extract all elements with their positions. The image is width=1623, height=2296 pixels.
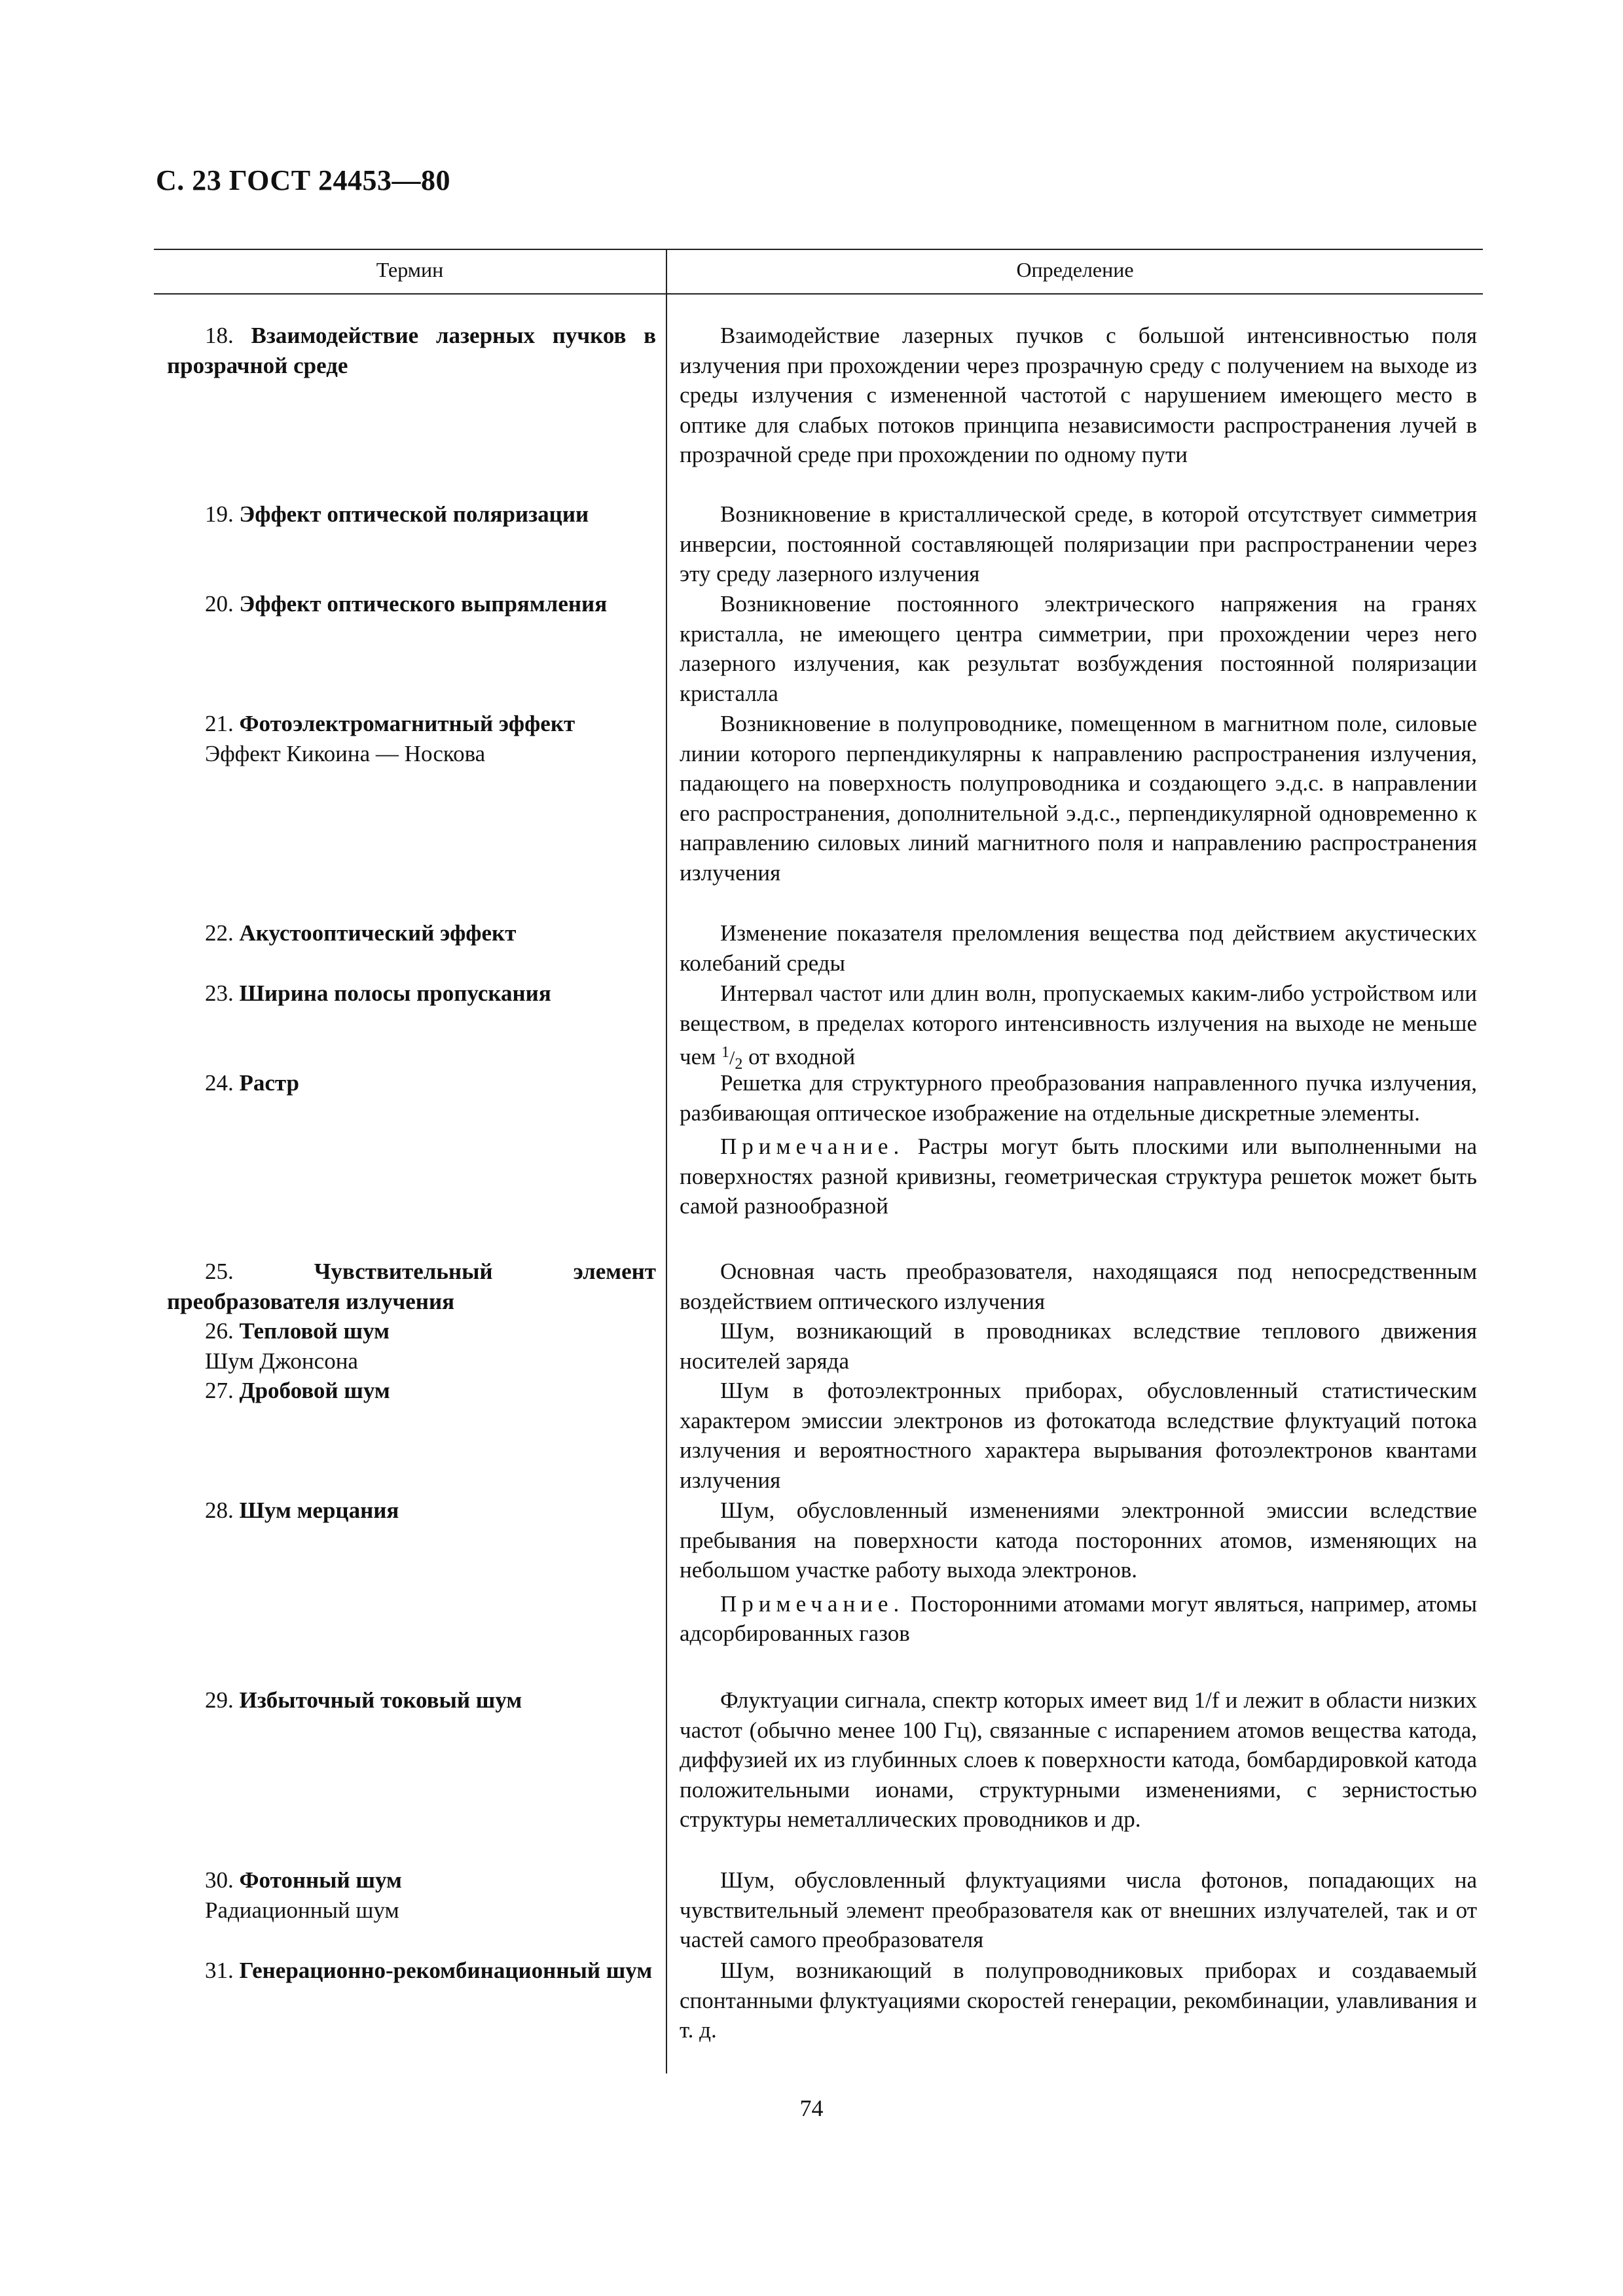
definition-text: Возникновение в полупроводнике, помещенном в магнитном поле, силовые линии которого перпендикулярны к направлению распространения излучения, падающего на поверхность полупроводника и создающего э.д.с. в направлении его распространения, дополнительной э.д.с., перпендикулярной одновременно к направлению силовых линий магнитного поля и направлению распространения излучения (680, 711, 1477, 886)
fraction-one-half: $^1/_2$ (721, 1044, 743, 1073)
term-cell (167, 1685, 656, 1715)
term-number: 27. (205, 1378, 234, 1403)
definition-cell (680, 1376, 1477, 1495)
term-name: Эффект оптической поляризации (239, 501, 589, 527)
definition-text: Шум, обусловленный флуктуациями числа фотонов, попадающих на чувствительный элемент преобразователя как от внешних излучателей, так и от частей самого преобразователя (680, 1867, 1477, 1953)
term-cell (167, 709, 656, 768)
definition-cell (680, 321, 1477, 470)
term-number: 31. (205, 1958, 234, 1983)
definition-note (680, 1589, 1477, 1649)
term-number: 25. (205, 1259, 234, 1284)
definition-cell (680, 1496, 1477, 1649)
term-number: 22. (205, 920, 234, 946)
term-cell (167, 1068, 656, 1098)
definition-tail: от входной (748, 1044, 856, 1070)
term-name: Избыточный токовый шум (239, 1687, 522, 1713)
definition-text: Возникновение в кристаллической среде, в которой отсутствует симметрия инверсии, постоянной составляющей поляризации при распространении через эту среду лазерного излучения (680, 501, 1477, 587)
definition-cell (680, 709, 1477, 888)
term-cell (167, 1496, 656, 1526)
definition-text: Основная часть преобразователя, находящаяся под непосредственным воздействием оптического излучения (680, 1259, 1477, 1314)
term-number: 21. (205, 711, 234, 736)
term-cell (167, 321, 656, 380)
term-cell (167, 918, 656, 948)
term-synonym: Эффект Кикоина — Носкова (205, 740, 486, 766)
page-header: С. 23 ГОСТ 24453—80 (156, 164, 451, 196)
term-number: 23. (205, 980, 234, 1006)
definition-text: Решетка для структурного преобразования направленного пучка излучения, разбивающая оптическое изображение на отдельные дискретные элементы. (680, 1070, 1477, 1126)
term-name: Эффект оптического выпрямления (239, 591, 608, 617)
definition-text: Возникновение постоянного электрического напряжения на гранях кристалла, не имеющего центра симметрии, при прохождении через него лазерного излучения, как результат возбуждения постоянной поляризации кристалла (680, 591, 1477, 706)
term-number: 29. (205, 1687, 234, 1713)
term-name: Растр (239, 1070, 299, 1096)
definition-cell (680, 918, 1477, 978)
definition-cell (680, 499, 1477, 589)
term-name: Шум мерцания (239, 1498, 399, 1523)
term-number: 30. (205, 1867, 234, 1893)
column-divider (666, 249, 667, 2073)
term-cell (167, 1865, 656, 1925)
term-name: Фотонный шум (239, 1867, 402, 1893)
term-cell (167, 978, 656, 1009)
term-name: Взаимодействие лазерных пучков в прозрачной среде (167, 323, 657, 378)
definition-text: Шум, возникающий в проводниках вследствие теплового движения носителей заряда (680, 1318, 1477, 1374)
term-cell (167, 1956, 656, 1986)
term-name: Акустооптический эффект (239, 920, 517, 946)
definition-text: Шум в фотоэлектронных приборах, обусловленный статистическим характером эмиссии электронов из фотокатода вследствие флуктуаций потока излучения и вероятностного характера вырывания фотоэлектронов квантами излучения (680, 1378, 1477, 1493)
term-synonym: Радиационный шум (205, 1897, 399, 1923)
column-header-definition: Определение (1016, 258, 1134, 281)
definition-text: Изменение показателя преломления вещества под действием акустических колебаний среды (680, 920, 1477, 976)
note-label: Примечание. (720, 1134, 905, 1160)
term-cell (167, 1316, 656, 1376)
definition-cell (680, 1068, 1477, 1221)
definition-cell (680, 1685, 1477, 1835)
term-name: Генерационно-рекомбинационный шум (239, 1958, 653, 1983)
term-number: 28. (205, 1498, 234, 1523)
term-cell (167, 1376, 656, 1406)
column-header-term: Термин (376, 258, 444, 281)
term-name: Тепловой шум (239, 1318, 390, 1344)
table-top-rule (154, 249, 1483, 250)
definition-cell (680, 978, 1477, 1080)
definition-cell (680, 1865, 1477, 1955)
term-name: Ширина полосы пропускания (239, 980, 551, 1006)
definition-text: Шум, возникающий в полупроводниковых приборах и создаваемый спонтанными флуктуациями скоростей генерации, рекомбинации, улавливания и т. д. (680, 1958, 1477, 2043)
definition-cell (680, 1316, 1477, 1376)
term-name: Фотоэлектромагнитный эффект (239, 711, 575, 736)
note-text: Посторонними атомами могут являться, например, атомы адсорбированных газов (680, 1590, 1478, 1647)
definition-text (680, 978, 1477, 1080)
definition-cell (680, 1956, 1477, 2045)
definition-text: Взаимодействие лазерных пучков с большой интенсивностью поля излучения при прохождении через прозрачную среду с получением на выходе из среды излучения с измененной частотой с нарушением имеющего место в оптике для слабых потоков принципа независимости распространения лучей в прозрачной среде при прохождении по одному пути (680, 323, 1477, 468)
page-number: 74 (799, 2095, 824, 2121)
term-cell (167, 499, 656, 529)
definition-cell (680, 589, 1477, 708)
term-number: 26. (205, 1318, 234, 1344)
definition-text: Флуктуации сигнала, спектр которых имеет вид 1/f и лежит в области низких частот (обычно менее 100 Гц), связанные с испарением атомов вещества катода, диффузией их из глубинных слоев к поверхности катода, бомбардировкой катода положительными ионами, структурными изменениями, с зернистостью структуры неметаллических проводников и др. (680, 1687, 1477, 1833)
term-number: 20. (205, 591, 234, 617)
term-number: 24. (205, 1070, 234, 1096)
term-cell (167, 1257, 656, 1316)
term-number: 18. (205, 323, 234, 348)
table-header-rule (154, 293, 1483, 295)
note-text: Растры могут быть плоскими или выполненными на поверхностях разной кривизны, геометрическая структура решеток может быть самой разнообразной (680, 1134, 1477, 1219)
definition-main: Интервал частот или длин волн, пропускаемых каким-либо устройством или веществом, в пределах которого интенсивность излучения на выходе не меньше чем (680, 980, 1477, 1070)
term-cell (167, 589, 656, 619)
term-name: Чувствительный элемент преобразователя излучения (167, 1259, 656, 1314)
term-name: Дробовой шум (239, 1378, 390, 1403)
note-label: Примечание. (720, 1590, 905, 1617)
definition-text: Шум, обусловленный изменениями электронной эмиссии вследствие пребывания на поверхности катода посторонних атомов, изменяющих на небольшом участке работу выхода электронов. (680, 1498, 1477, 1583)
definition-cell (680, 1257, 1477, 1316)
term-synonym: Шум Джонсона (205, 1348, 358, 1374)
term-number: 19. (205, 501, 234, 527)
definition-note (680, 1132, 1477, 1221)
